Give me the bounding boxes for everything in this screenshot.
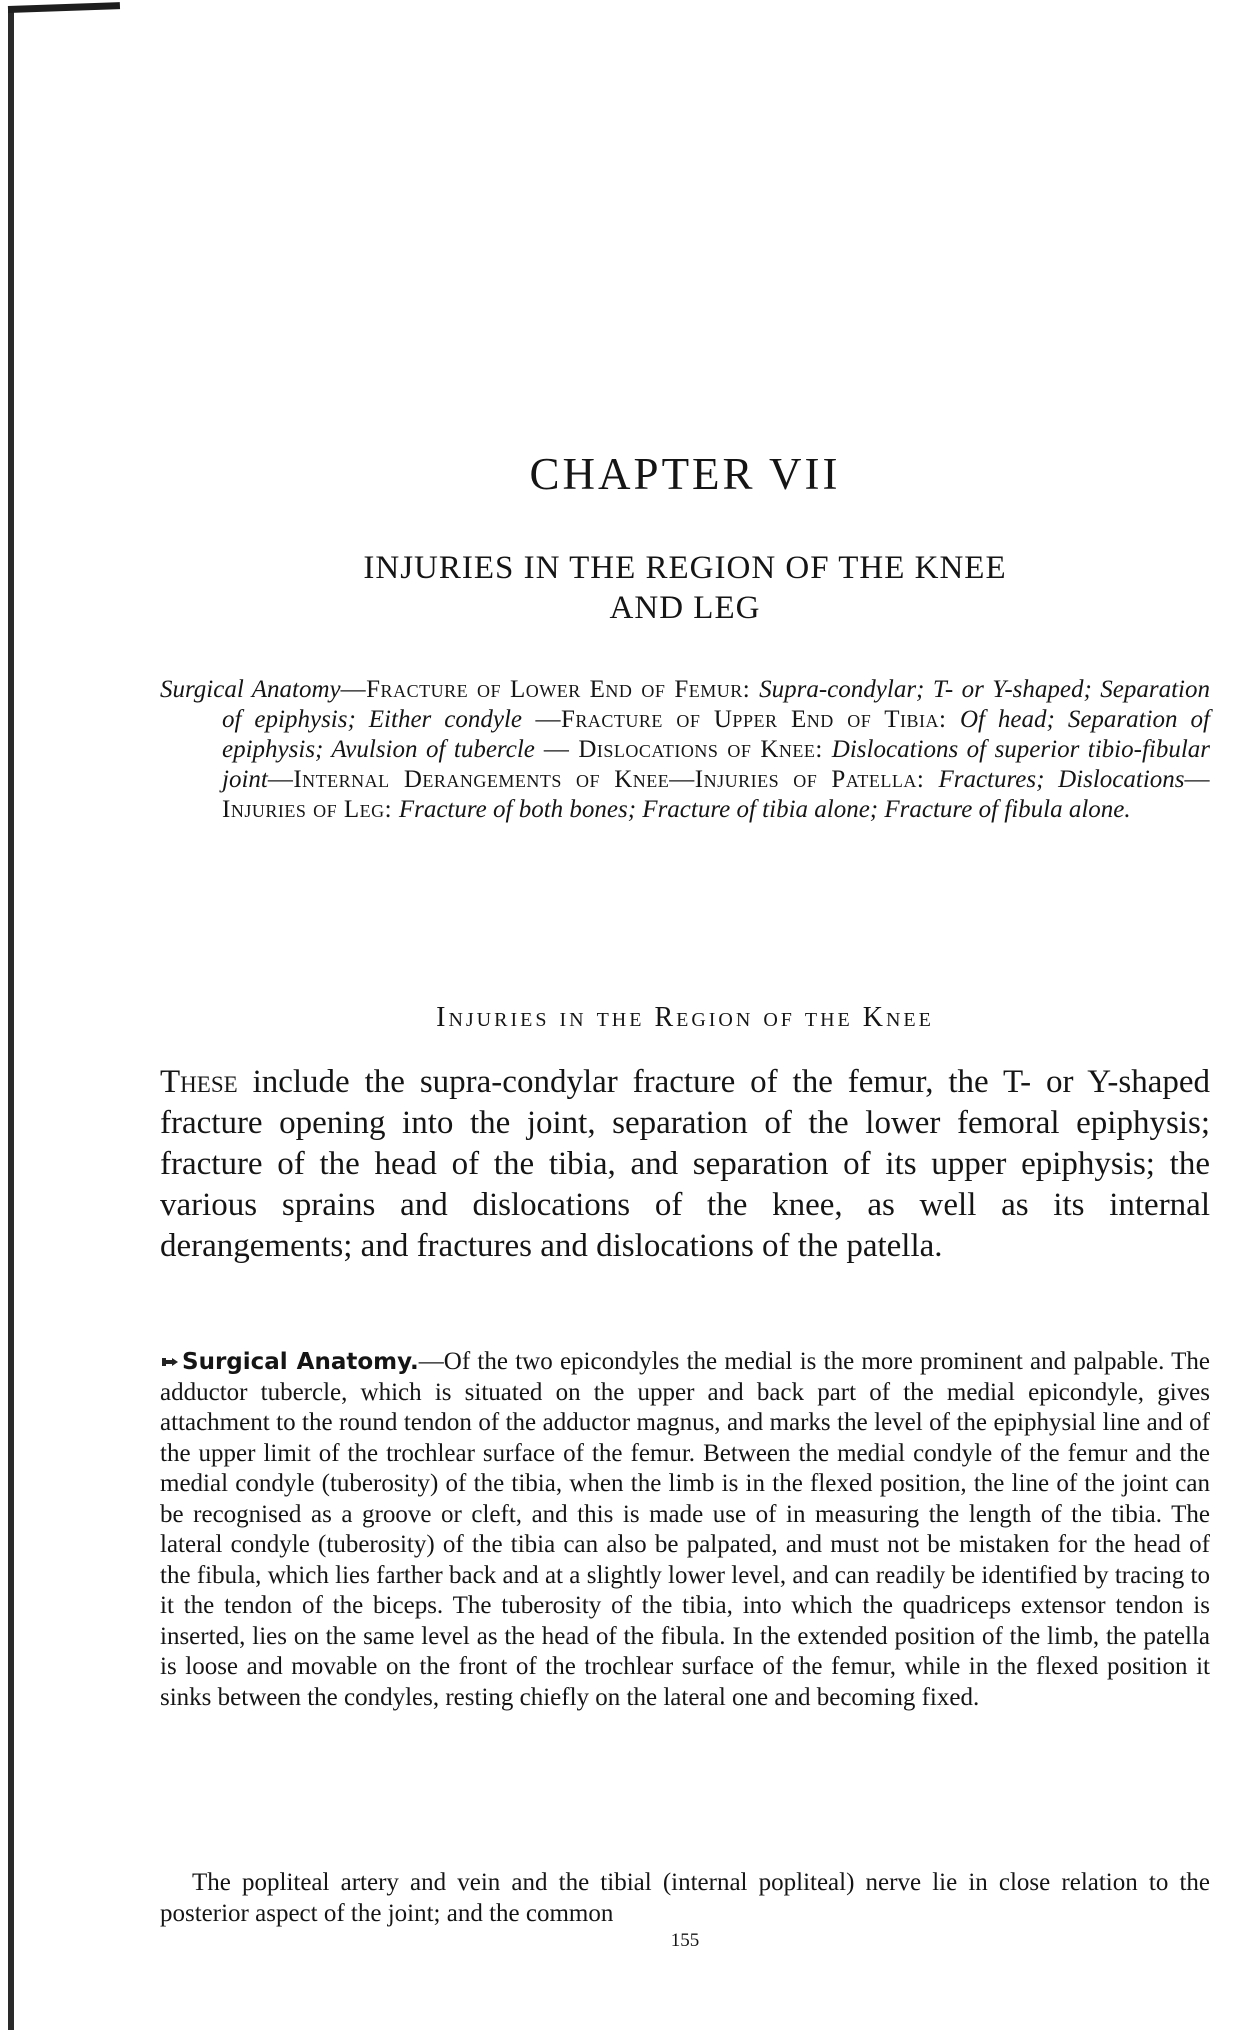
contents-segment: Dislocations of superior tibio-fibular joint <box>222 736 1211 793</box>
chapter-heading: CHAPTER VII <box>529 449 841 499</box>
contents-segment: Fracture of both bones; Fracture of tibia alone; Fracture of fibula alone. <box>398 796 1131 823</box>
contents-segment: —Internal Derangements of Knee—Injuries of Patella: <box>267 766 939 793</box>
intro-text: include the supra-condylar fracture of the femur, the T- or Y-shaped fracture opening into the joint, separation of the lower femoral epiphysis; fracture of the head of the tibia, and separation of its upper epiphysis; the various sprains and dislocations of the knee, as well as its internal derangements; and fractures and dislocations of the patella. <box>160 1064 1210 1264</box>
page-number: 155 <box>670 1930 700 1951</box>
contents-segment: Of head; Separation of epiphysis; Avulsion of tubercle <box>222 706 1210 763</box>
chapter-title <box>160 548 1210 628</box>
contents-segment: Fractures; Dislocations <box>938 766 1185 793</box>
book-page <box>160 0 1210 2038</box>
contents-segment: —Injuries of Leg: <box>222 766 1210 823</box>
section-heading: Injuries in the Region of the Knee <box>436 1002 934 1033</box>
intro-paragraph <box>160 1062 1210 1267</box>
intro-lead-word: These <box>160 1064 238 1100</box>
chapter-title-line-1: INJURIES IN THE REGION OF THE KNEE <box>363 550 1007 586</box>
contents-segment: Supra-condylar; T- or Y-shaped; Separation of epiphysis; Either condyle <box>222 676 1210 733</box>
anatomy-text: —Of the two epicondyles the medial is the more prominent and palpable. The adductor tubercle, which is situated on the upper and back part of the medial epicondyle, gives attachment to the round tendon of the adductor magnus, and marks the level of the epiphysial line and of the upper limit of the trochlear surface of the femur. Between the medial condyle of the femur and the medial condyle (tuberosity) of the tibia, when the limb is in the flexed position, the line of the joint can be recognised as a groove or cleft, and this is made use of in measuring the length of the tibia. The lateral condyle (tuberosity) of the tibia can also be palpated, and must not be mistaken for the head of the fibula, which lies farther back and at a slightly lower level, and can readily be identified by tracing to it the tendon of the biceps. The tuberosity of the tibia, into which the quadriceps extensor tendon is inserted, lies on the same level as the head of the fibula. In the extended position of the limb, the patella is loose and movable on the front of the trochlear surface of the femur, while in the flexed position it sinks between the condyles, resting chiefly on the lateral one and becoming fixed. <box>160 1348 1211 1711</box>
contents-segment: — Dislocations of Knee: <box>534 736 832 763</box>
anatomy-lead: Surgical Anatomy. <box>182 1349 419 1375</box>
anatomy-paragraph <box>160 1347 1210 1713</box>
book-binding-corner <box>8 2 120 13</box>
hand-pointer-icon <box>160 1352 180 1372</box>
contents-segment: Surgical Anatomy <box>160 676 341 703</box>
book-binding-edge <box>8 8 14 2030</box>
chapter-contents <box>160 675 1210 825</box>
popliteal-paragraph: The popliteal artery and vein and the tibial (internal popliteal) nerve lie in close relation to the posterior aspect of the joint; and the common <box>160 1869 1210 1927</box>
contents-segment: —Fracture of Lower End of Femur: <box>340 676 760 703</box>
chapter-title-line-2: AND LEG <box>609 590 761 626</box>
contents-segment: —Fracture of Upper End of Tibia: <box>522 706 960 733</box>
